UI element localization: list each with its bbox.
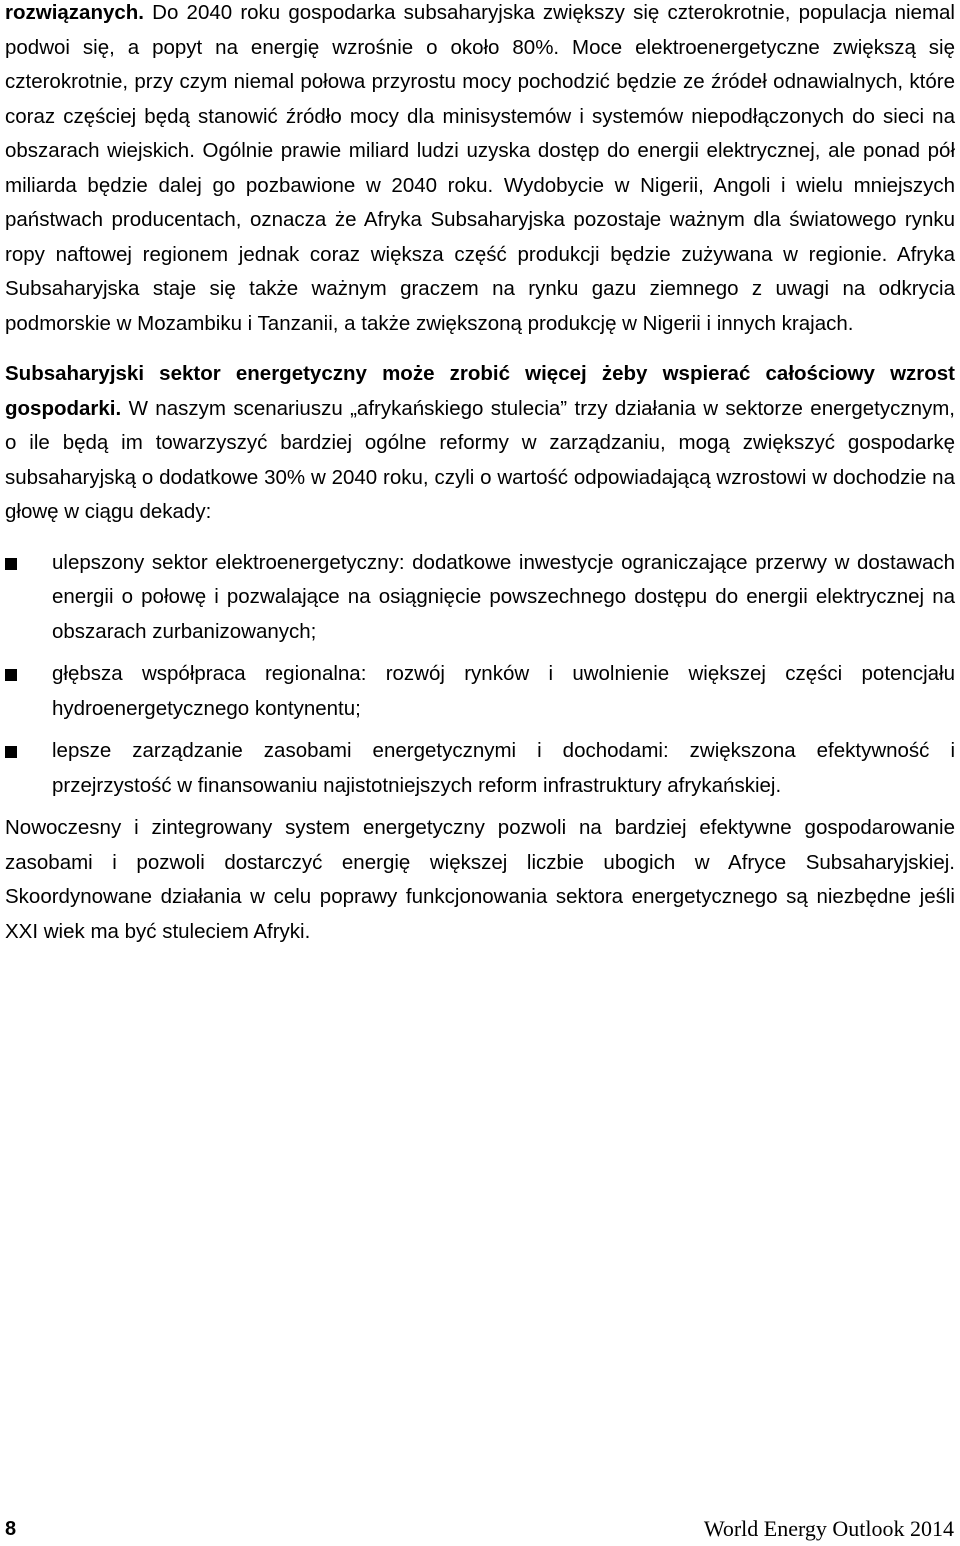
- square-bullet-icon: [5, 746, 17, 758]
- page-number: 8: [5, 1518, 17, 1540]
- paragraph-outlook: [5, 0, 955, 341]
- list-item-text: lepsze zarządzanie zasobami energetycznymi i dochodami: zwiększona efektywność i przejrzystość w finansowaniu najistotniejszych reform infrastruktury afrykańskiej.: [52, 739, 955, 797]
- paragraph-outlook-text: Do 2040 roku gospodarka subsaharyjska zwiększy się czterokrotnie, populacja niemal podwoi się, a popyt na energię wzrośnie o około 80%. Moce elektroenergetyczne zwiększą się czterokrotnie, przy czym niemal połowa przyrostu mocy pochodzić będzie ze źródeł odnawialnych, które coraz częściej będą stanowić źródło mocy dla minisystemów i systemów niepodłączonych do sieci na obszarach wiejskich. Ogólnie prawie miliard ludzi uzyska dostęp do energii elektrycznej, ale ponad pół miliarda będzie dalej go pozbawione w 2040 roku. Wydobycie w Nigerii, Angoli i wielu mniejszych państwach producentach, oznacza że Afryka Subsaharyjska pozostaje ważnym dla światowego rynku ropy naftowej regionem jednak coraz większa część produkcji będzie zużywana w regionie. Afryka Subsaharyjska staje się także ważnym graczem na rynku gazu ziemnego z uwagi na odkrycia podmorskie w Mozambiku i Tanzanii, a także zwiększoną produkcję w Nigerii i innych krajach.: [5, 1, 955, 335]
- list-item: [5, 546, 955, 650]
- paragraph-african-century-lead: Subsaharyjski sektor energetyczny może zrobić więcej żeby wspierać całościowy wzrost gospodarki.: [5, 362, 955, 420]
- list-item: [5, 657, 955, 726]
- list-item: [5, 734, 955, 803]
- square-bullet-icon: [5, 669, 17, 681]
- paragraph-conclusion: Nowoczesny i zintegrowany system energetyczny pozwoli na bardziej efektywne gospodarowanie zasobami i pozwoli dostarczyć energię większej liczbie ubogich w Afryce Subsaharyjskiej. Skoordynowane działania w celu poprawy funkcjonowania sektora energetycznego są niezbędne jeśli XXI wiek ma być stuleciem Afryki.: [5, 816, 955, 943]
- publication-title: World Energy Outlook 2014: [703, 1516, 954, 1541]
- actions-bullet-list: [5, 546, 955, 804]
- list-item-text: ulepszony sektor elektroenergetyczny: dodatkowe inwestycje ograniczające przerwy w dostawach energii o połowę i pozwalające na osiągnięcie powszechnego dostępu do energii elektrycznej na obszarach zurbanizowanych;: [52, 550, 955, 643]
- paragraph-outlook-lead: rozwiązanych.: [5, 1, 144, 24]
- square-bullet-icon: [5, 558, 17, 570]
- list-item-text: głębsza współpraca regionalna: rozwój rynków i uwolnienie większej części potencjału hydroenergetycznego kontynentu;: [52, 662, 955, 720]
- document-body: [5, 0, 955, 949]
- paragraph-african-century-text: W naszym scenariuszu „afrykańskiego stulecia” trzy działania w sektorze energetycznym, o ile będą im towarzyszyć bardziej ogólne reformy w zarządzaniu, mogą zwiększyć gospodarkę subsaharyjską o dodatkowe 30% w 2040 roku, czyli o wartość odpowiadającą wzrostowi w dochodzie na głowę w ciągu dekady:: [5, 396, 955, 523]
- paragraph-african-century: [5, 357, 955, 530]
